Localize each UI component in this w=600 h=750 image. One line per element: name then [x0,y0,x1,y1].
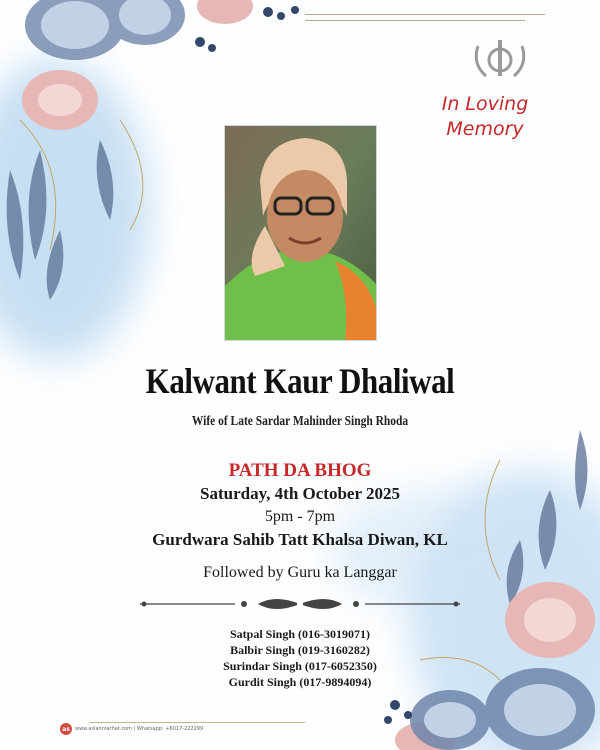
event-location: Gurdwara Sahib Tatt Khalsa Diwan, KL [152,530,448,549]
designer-credit [60,722,203,736]
top-gold-line [305,14,545,15]
contact-entry: Balbir Singh (019-3160282) [230,643,370,657]
event-date: Saturday, 4th October 2025 [200,484,400,503]
deceased-name: Kalwant Kaur Dhaliwal [145,361,455,401]
contact-entry: Satpal Singh (016-3019071) [229,627,371,641]
designer-logo: as [60,723,72,735]
event-time: 5pm - 7pm [264,508,336,525]
contact-entry: Surindar Singh (017-6052350) [223,659,377,673]
memory-line-2: Memory [446,118,524,140]
ornamental-divider-icon [140,594,460,614]
khanda-icon [470,36,530,82]
relation-subtitle: Wife of Late Sardar Mahinder Singh Rhoda [191,414,409,429]
contact-list [0,626,600,690]
in-loving-memory-heading [420,92,550,142]
top-gold-line-2 [305,20,525,21]
event-title: PATH DA BHOG [228,460,372,481]
followed-by-note: Followed by Guru ka Langgar [203,564,397,581]
memory-line-1: In Loving [441,93,529,115]
portrait-photo [224,125,377,341]
designer-credit-text: www.aslanmarhat.com | Whatsapp: +6017-222299 [75,726,204,732]
contact-entry: Gurdit Singh (017-9894094) [228,675,372,689]
